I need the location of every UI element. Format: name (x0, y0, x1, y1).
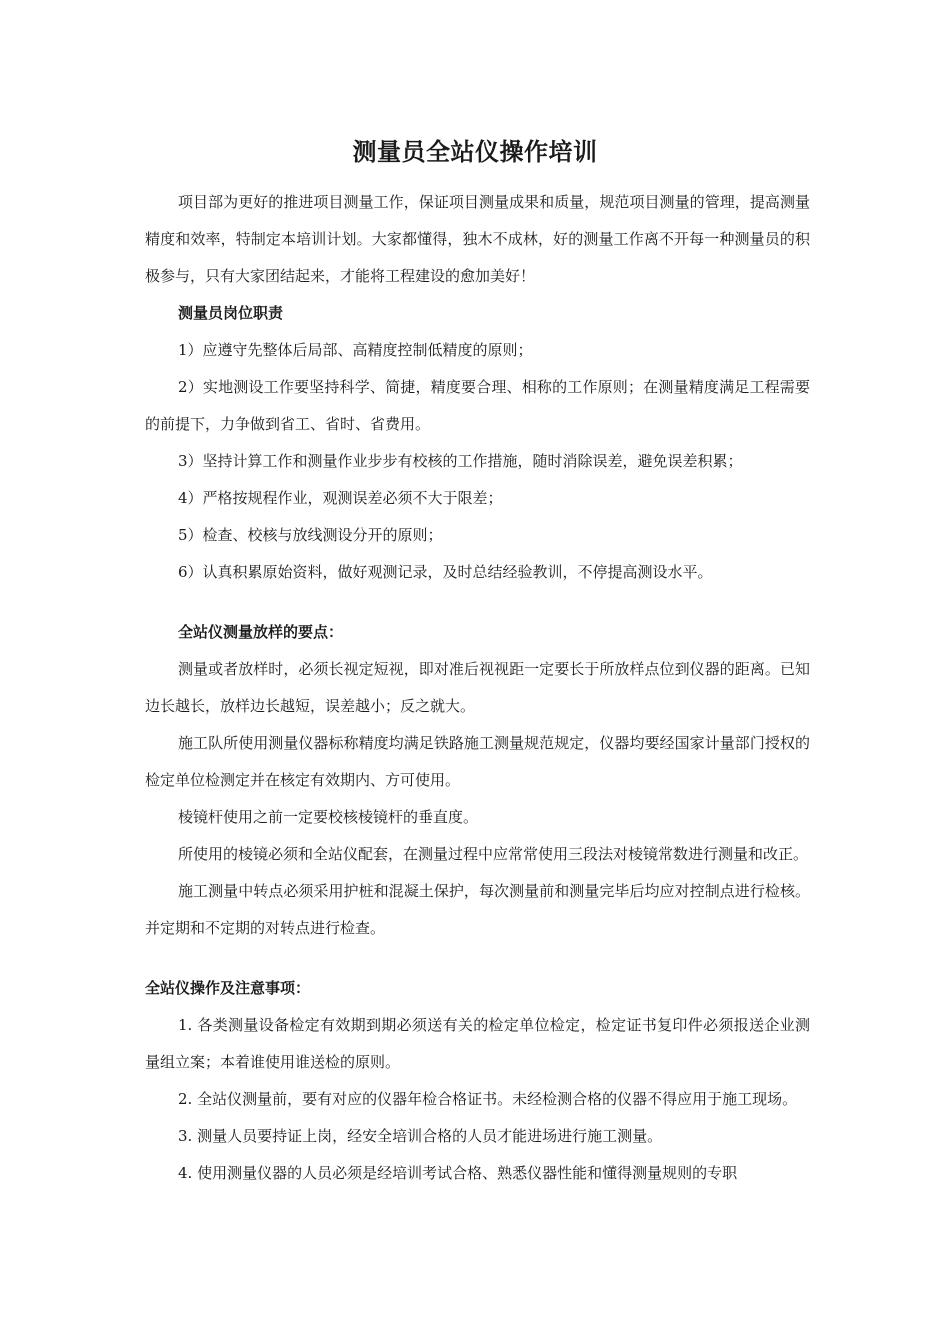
operation-item: 3. 测量人员要持证上岗，经安全培训合格的人员才能进场进行施工测量。 (178, 1127, 663, 1145)
section-heading-duties: 测量员岗位职责 (178, 304, 284, 322)
duty-item: 3）坚持计算工作和测量作业步步有校核的工作措施，随时消除误差，避免误差积累； (178, 452, 743, 470)
section-spacer (145, 947, 810, 970)
staking-paragraph: 所使用的棱镜必须和全站仪配套，在测量过程中应常常使用三段法对棱镜常数进行测量和改正。 (178, 845, 809, 863)
operation-item: 2. 全站仪测量前，要有对应的仪器年检合格证书。未经检测合格的仪器不得应用于施工现场。 (178, 1090, 798, 1108)
staking-paragraph: 施工队所使用测量仪器标称精度均满足铁路施工测量规范规定，仪器均要经国家计量部门授权的检定单位检测定并在核定有效期内、方可使用。 (145, 734, 810, 789)
operation-item: 1. 各类测量设备检定有效期到期必须送有关的检定单位检定，检定证书复印件必须报送企业测量组立案；本着谁使用谁送检的原则。 (145, 1016, 810, 1071)
intro-paragraph: 项目部为更好的推进项目测量工作，保证项目测量成果和质量，规范项目测量的管理，提高测量精度和效率，特制定本培训计划。大家都懂得，独木不成林，好的测量工作离不开每一种测量员的积极参与，只有大家团结起来，才能将工程建设的愈加美好！ (145, 193, 810, 285)
staking-paragraph: 测量或者放样时，必须长视定短视，即对准后视视距一定要长于所放样点位到仪器的距离。已知边长越长，放样边长越短，误差越小；反之就大。 (145, 660, 810, 715)
document-body (145, 184, 810, 1192)
document-title: 测量员全站仪操作培训 (352, 138, 598, 166)
duty-item: 6）认真积累原始资料，做好观测记录，及时总结经验教训，不停提高测设水平。 (178, 563, 713, 581)
duty-item: 1）应遵守先整体后局部、高精度控制低精度的原则； (178, 341, 533, 359)
staking-paragraph: 棱镜杆使用之前一定要校核棱镜杆的垂直度。 (178, 808, 479, 826)
section-heading-staking: 全站仪测量放样的要点： (178, 623, 344, 641)
section-spacer (145, 591, 810, 614)
duty-item: 2）实地测设工作要坚持科学、简捷，精度要合理、相称的工作原则；在测量精度满足工程需要的前提下，力争做到省工、省时、省费用。 (145, 378, 810, 433)
section-heading-operation: 全站仪操作及注意事项： (145, 979, 311, 997)
duty-item: 5）检查、校核与放线测设分开的原则； (178, 526, 443, 544)
operation-item: 4. 使用测量仪器的人员必须是经培训考试合格、熟悉仪器性能和懂得测量规则的专职 (178, 1164, 738, 1182)
duty-item: 4）严格按规程作业，观测误差必须不大于限差； (178, 489, 503, 507)
staking-paragraph: 施工测量中转点必须采用护桩和混凝土保护，每次测量前和测量完毕后均应对控制点进行检核。并定期和不定期的对转点进行检查。 (145, 882, 810, 937)
